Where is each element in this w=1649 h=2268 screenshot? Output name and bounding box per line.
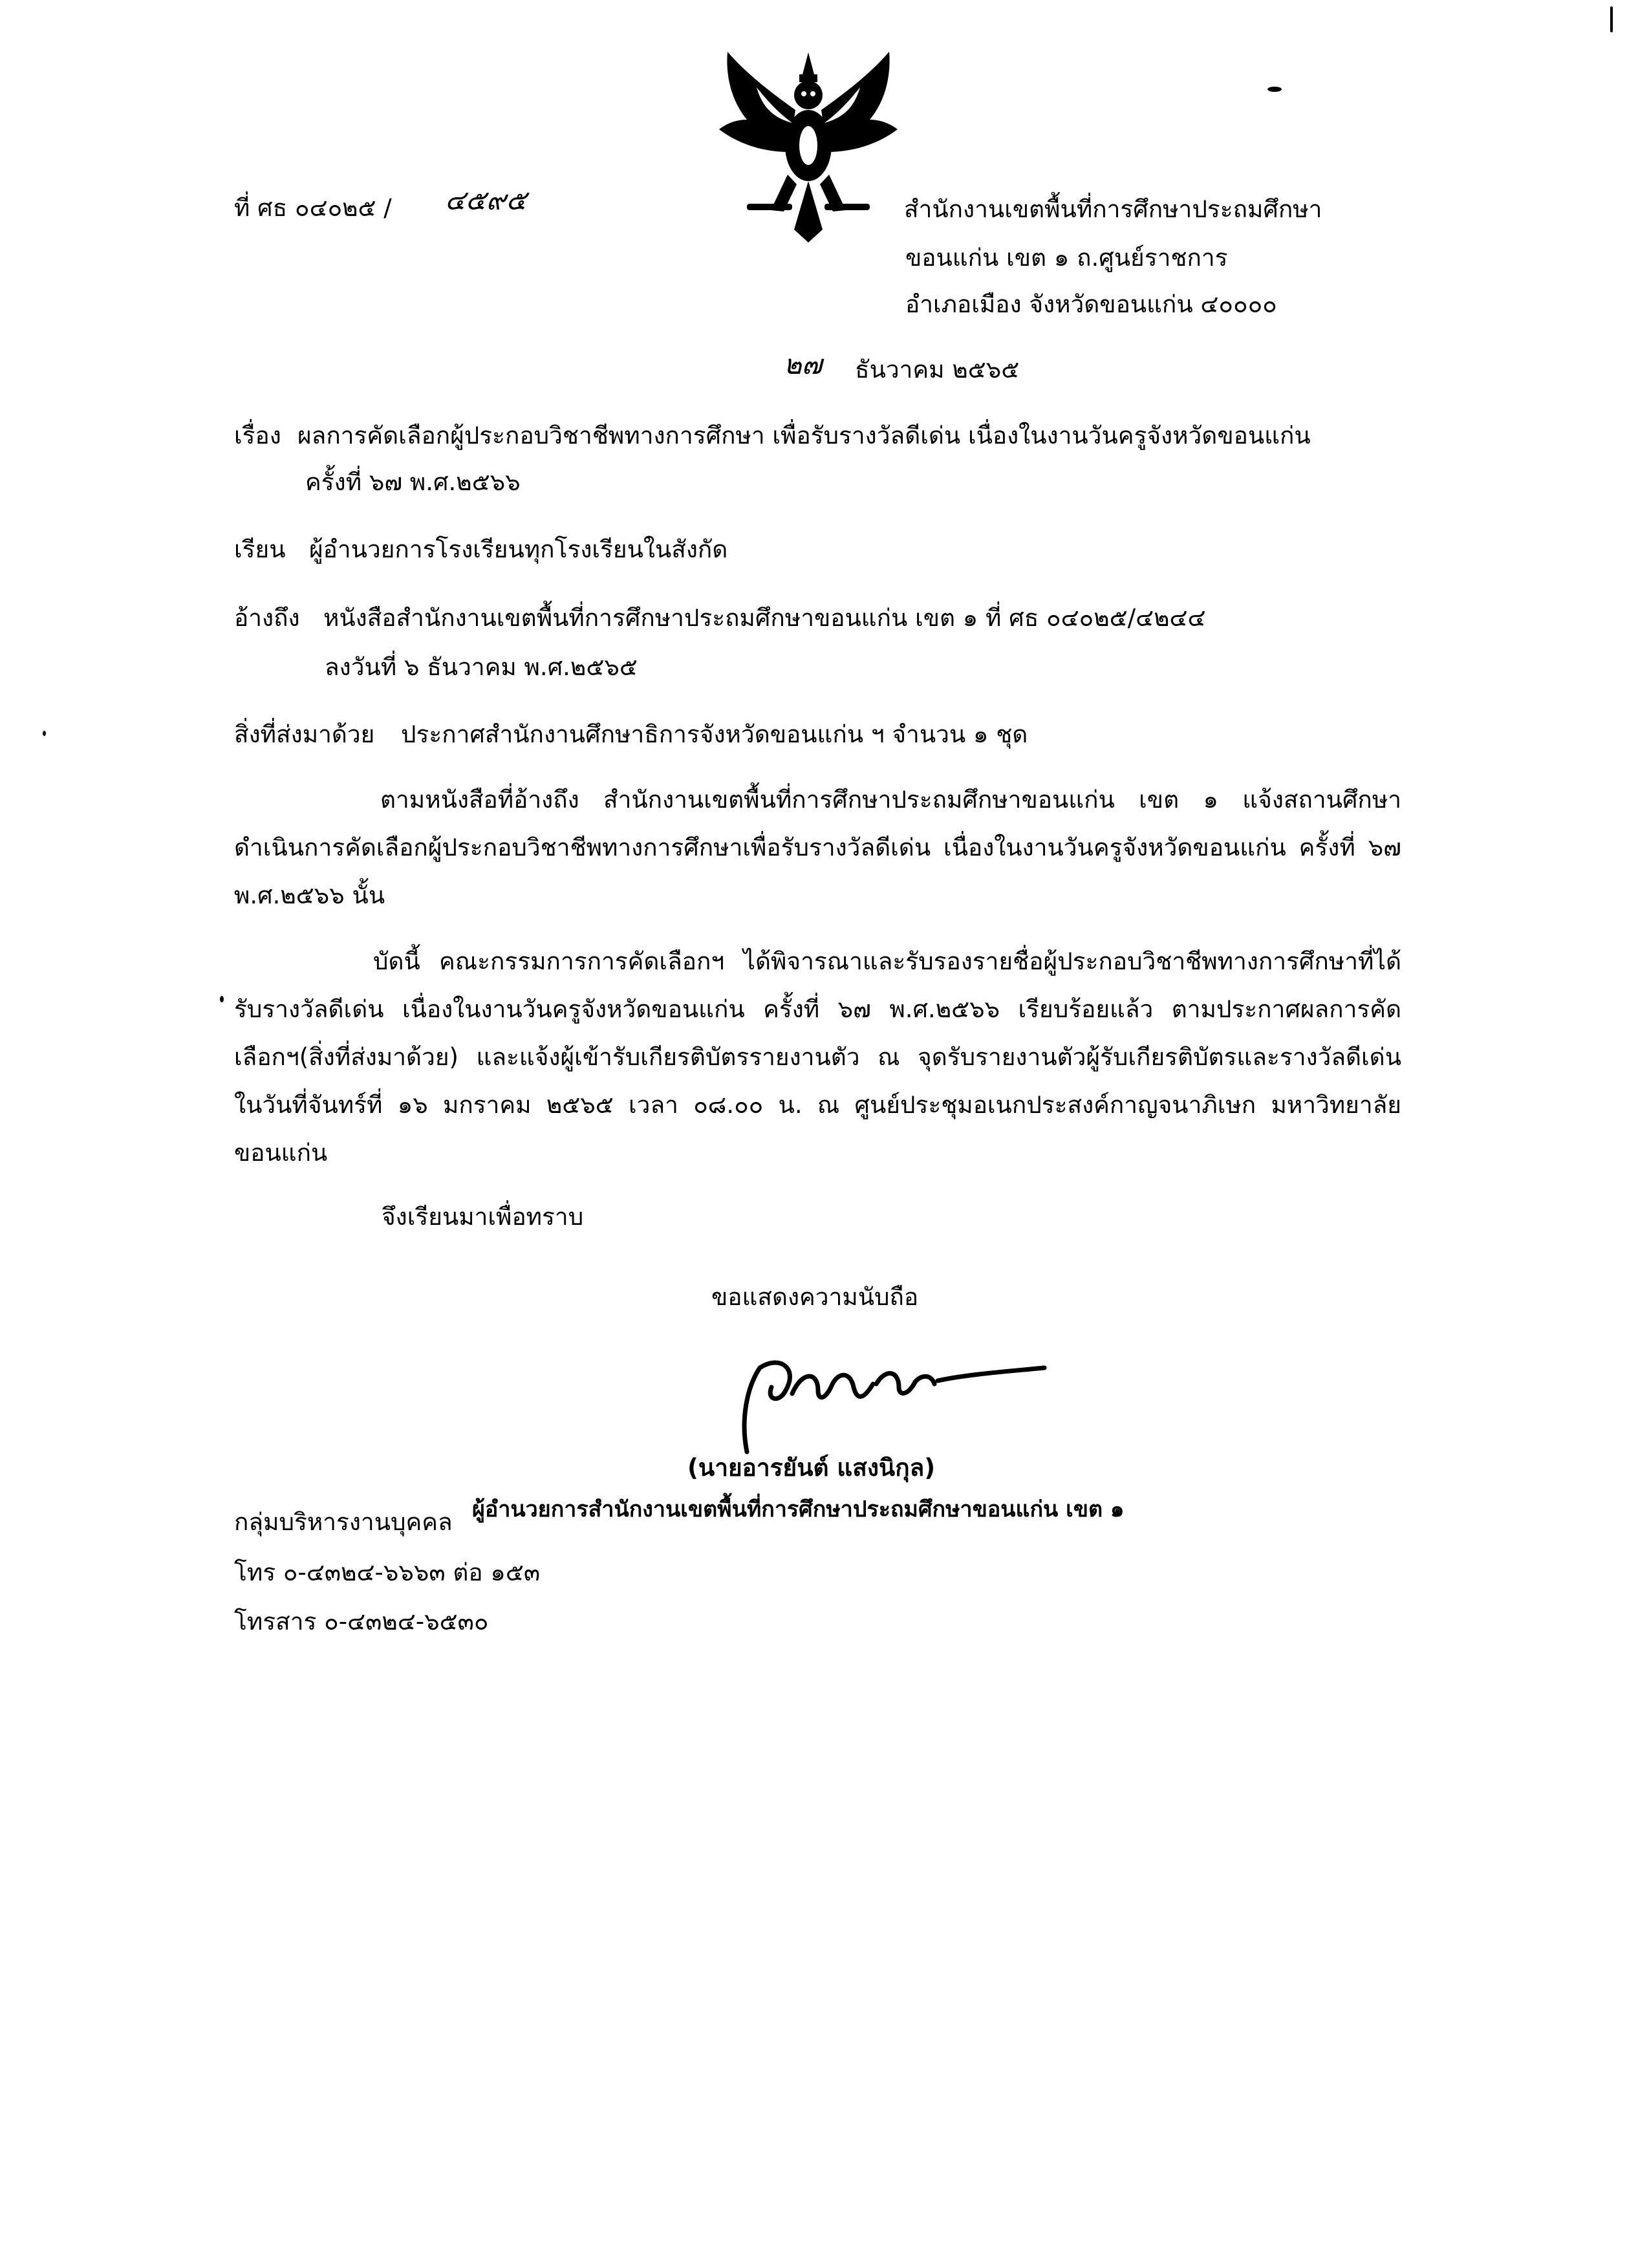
- office-address-line-2: ขอนแก่น เขต ๑ ถ.ศูนย์ราชการ: [905, 244, 1228, 272]
- date-month-year: ธันวาคม ๒๕๖๕: [855, 356, 1020, 383]
- subject-label: เรื่อง: [234, 422, 281, 449]
- recipient-text: ผู้อำนวยการโรงเรียนทุกโรงเรียนในสังกัด: [309, 535, 728, 563]
- reference-line-2: ลงวันที่ ๖ ธันวาคม พ.ศ.๒๕๖๕: [325, 653, 638, 681]
- footer-phone: โทร ๐-๔๓๒๔-๖๖๖๓ ต่อ ๑๕๓: [234, 1559, 541, 1586]
- handwritten-reference-number: ๔๕๙๕: [445, 184, 527, 216]
- body-paragraph-1: ตามหนังสือที่อ้างถึง สำนักงานเขตพื้นที่การศึกษาประถมศึกษาขอนแก่น เขต ๑ แจ้งสถานศึกษาดำเนินการคัดเลือกผู้ประกอบวิชาชีพทางการศึกษาเพื่อรับรางวัลดีเด่น เนื่องในงานวันครูจังหวัดขอนแก่น ครั้งที่ ๖๗ พ.ศ.๒๕๖๖ นั้น: [234, 786, 1401, 909]
- subject-line-1: ผลการคัดเลือกผู้ประกอบวิชาชีพทางการศึกษา เพื่อรับรางวัลดีเด่น เนื่องในงานวันครูจังหวัดขอนแก่น: [297, 422, 1311, 449]
- reference-line-1: หนังสือสำนักงานเขตพื้นที่การศึกษาประถมศึกษาขอนแก่น เขต ๑ ที่ ศธ ๐๔๐๒๕/๔๒๔๔: [323, 604, 1206, 632]
- garuda-emblem-icon: [711, 49, 905, 246]
- scan-speck: [220, 996, 224, 1002]
- footer-fax: โทรสาร ๐-๔๓๒๔-๖๕๓๐: [234, 1608, 489, 1636]
- body-paragraph-2: บัดนี้ คณะกรรมการการคัดเลือกฯ ได้พิจารณาและรับรองรายชื่อผู้ประกอบวิชาชีพทางการศึกษาที่ได้รับรางวัลดีเด่น เนื่องในงานวันครูจังหวัดขอนแก่น ครั้งที่ ๖๗ พ.ศ.๒๕๖๖ เรียบร้อยแล้ว ตามประกาศผลการคัดเลือกฯ(สิ่งที่ส่งมาด้วย) และแจ้งผู้เข้ารับเกียรติบัตรรายงานตัว ณ จุดรับรายงานตัวผู้รับเกียรติบัตรและรางวัลดีเด่น ในวันที่จันทร์ที่ ๑๖ มกราคม ๒๕๖๕ เวลา ๐๘.๐๐ น. ณ ศูนย์ประชุมอเนกประสงค์กาญจนาภิเษก มหาวิทยาลัยขอนแก่น: [234, 947, 1401, 1167]
- reference-number: ที่ ศธ ๐๔๐๒๕ /: [234, 194, 392, 222]
- scan-speck: [43, 731, 46, 736]
- closing-line: จึงเรียนมาเพื่อทราบ: [382, 1203, 584, 1231]
- handwritten-date-day: ๒๗: [784, 349, 823, 380]
- reference-label: อ้างถึง: [234, 604, 300, 632]
- subject-line-2: ครั้งที่ ๖๗ พ.ศ.๒๕๖๖: [305, 468, 521, 496]
- scan-speck: [1610, 6, 1613, 32]
- enclosure-text: ประกาศสำนักงานศึกษาธิการจังหวัดขอนแก่น ฯ จำนวน ๑ ชุด: [401, 720, 1028, 748]
- recipient-label: เรียน: [234, 535, 286, 563]
- scan-speck: [1267, 87, 1282, 92]
- signer-position: ผู้อำนวยการสำนักงานเขตพื้นที่การศึกษาประถมศึกษาขอนแก่น เขต ๑: [472, 1496, 1125, 1522]
- signer-name: (นายอารยันต์ แสงนิกุล): [687, 1454, 936, 1482]
- footer-department: กลุ่มบริหารงานบุคคล: [234, 1508, 453, 1536]
- office-address-line-1: สำนักงานเขตพื้นที่การศึกษาประถมศึกษา: [904, 195, 1322, 223]
- regards-text: ขอแสดงความนับถือ: [711, 1283, 919, 1311]
- enclosure-label: สิ่งที่ส่งมาด้วย: [234, 720, 375, 748]
- office-address-line-3: อำเภอเมือง จังหวัดขอนแก่น ๔๐๐๐๐: [905, 290, 1277, 318]
